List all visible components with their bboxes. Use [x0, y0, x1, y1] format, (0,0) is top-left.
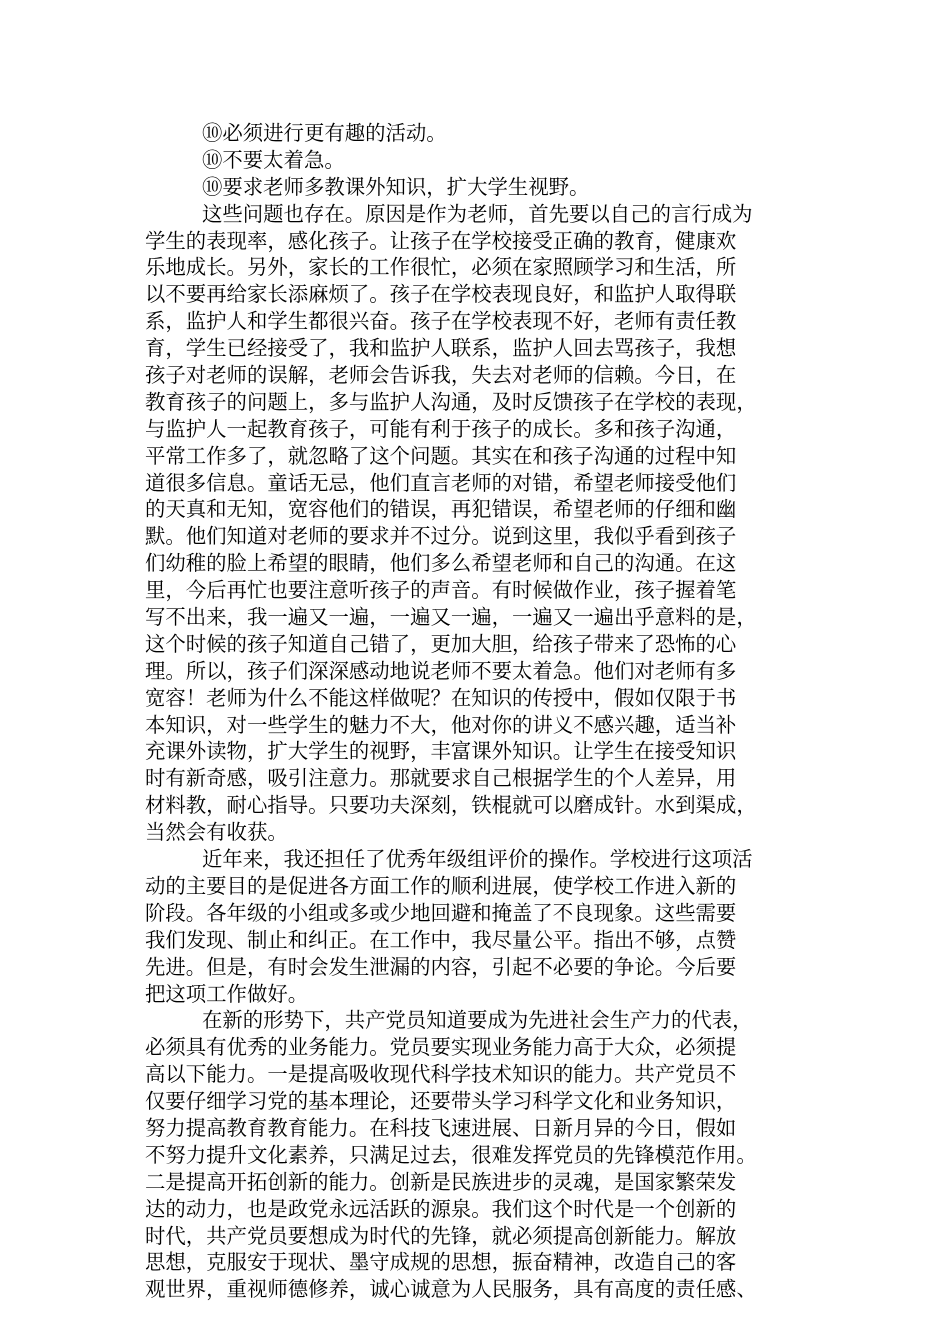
text-line: 默。他们知道对老师的要求并不过分。说到这里，我似乎看到孩子 — [145, 524, 737, 549]
text-line: 写不出来，我一遍又一遍，一遍又一遍，一遍又一遍出乎意料的是， — [145, 605, 757, 630]
text-line: 教育孩子的问题上，多与监护人沟通，及时反馈孩子在学校的表现， — [145, 389, 757, 414]
text-line: ⑩必须进行更有趣的活动。 — [202, 121, 447, 145]
text-line: 道很多信息。童话无忌，他们直言老师的对错，希望老师接受他们 — [145, 470, 737, 495]
text-line: 高以下能力。一是提高吸收现代科学技术知识的能力。共产党员不 — [145, 1062, 737, 1087]
text-line: 把这项工作做好。 — [145, 981, 309, 1006]
text-line: 时代，共产党员要想成为时代的先锋，就必须提高创新能力。解放 — [145, 1223, 737, 1248]
text-line: 努力提高教育教育能力。在科技飞速进展、日新月异的今日，假如 — [145, 1115, 737, 1140]
text-line: 乐地成长。另外，家长的工作很忙，必须在家照顾学习和生活，所 — [145, 255, 737, 280]
text-line: 不努力提升文化素养，只满足过去，很难发挥党员的先锋模范作用。 — [145, 1142, 757, 1167]
text-line: 充课外读物，扩大学生的视野，丰富课外知识。让学生在接受知识 — [145, 739, 737, 764]
text-line: 的天真和无知，宽容他们的错误，再犯错误，希望老师的仔细和幽 — [145, 497, 737, 522]
text-line: 里，今后再忙也要注意听孩子的声音。有时候做作业，孩子握着笔 — [145, 578, 737, 603]
text-line: 宽容！老师为什么不能这样做呢？在知识的传授中，假如仅限于书 — [145, 685, 737, 710]
text-line: 观世界，重视师德修养，诚心诚意为人民服务，具有高度的责任感、 — [145, 1277, 757, 1302]
text-line: 育，学生已经接受了，我和监护人联系，监护人回去骂孩子，我想 — [145, 336, 737, 361]
text-line: 材料教，耐心指导。只要功夫深刻，铁棍就可以磨成针。水到渠成， — [145, 793, 757, 818]
text-line: ⑩不要太着急。 — [202, 147, 345, 172]
text-line: 二是提高开拓创新的能力。创新是民族进步的灵魂，是国家繁荣发 — [145, 1169, 737, 1194]
text-line: 必须具有优秀的业务能力。党员要实现业务能力高于大众，必须提 — [145, 1035, 737, 1060]
text-line: 动的主要目的是促进各方面工作的顺利进展，使学校工作进入新的 — [145, 873, 737, 898]
text-line: 思想，克服安于现状、墨守成规的思想，振奋精神，改造自己的客 — [145, 1250, 737, 1275]
text-line: 当然会有收获。 — [145, 820, 288, 845]
text-line: 们幼稚的脸上希望的眼睛，他们多么希望老师和自己的沟通。在这 — [145, 551, 737, 576]
text-line: 以不要再给家长添麻烦了。孩子在学校表现良好，和监护人取得联 — [145, 282, 737, 307]
text-line: 本知识，对一些学生的魅力不大，他对你的讲义不感兴趣，适当补 — [145, 712, 737, 737]
text-line: 在新的形势下，共产党员知道要成为先进社会生产力的代表， — [202, 1008, 753, 1033]
text-line: 理。所以，孩子们深深感动地说老师不要太着急。他们对老师有多 — [145, 658, 737, 683]
text-line: 我们发现、制止和纠正。在工作中，我尽量公平。指出不够，点赞 — [145, 927, 737, 952]
text-line: 这些问题也存在。原因是作为老师，首先要以自己的言行成为 — [202, 201, 753, 226]
text-line: 平常工作多了，就忽略了这个问题。其实在和孩子沟通的过程中知 — [145, 443, 737, 468]
text-line: 与监护人一起教育孩子，可能有利于孩子的成长。多和孩子沟通， — [145, 416, 737, 441]
text-line: 学生的表现率，感化孩子。让孩子在学校接受正确的教育，健康欢 — [145, 228, 737, 253]
text-line: 孩子对老师的误解，老师会告诉我，失去对老师的信赖。今日，在 — [145, 363, 737, 388]
text-line: 系，监护人和学生都很兴奋。孩子在学校表现不好，老师有责任教 — [145, 309, 737, 334]
text-line: 仅要仔细学习党的基本理论，还要带头学习科学文化和业务知识， — [145, 1089, 737, 1114]
text-line: 先进。但是，有时会发生泄漏的内容，引起不必要的争论。今后要 — [145, 954, 737, 979]
text-line: ⑩要求老师多教课外知识，扩大学生视野。 — [202, 174, 590, 199]
text-line: 这个时候的孩子知道自己错了，更加大胆，给孩子带来了恐怖的心 — [145, 631, 737, 656]
text-line: 时有新奇感，吸引注意力。那就要求自己根据学生的个人差异，用 — [145, 766, 737, 791]
text-line: 阶段。各年级的小组或多或少地回避和掩盖了不良现象。这些需要 — [145, 900, 737, 925]
text-line: 达的动力，也是政党永远活跃的源泉。我们这个时代是一个创新的 — [145, 1196, 737, 1221]
document-body — [145, 120, 809, 1303]
text-line: 近年来，我还担任了优秀年级组评价的操作。学校进行这项活 — [202, 847, 753, 872]
